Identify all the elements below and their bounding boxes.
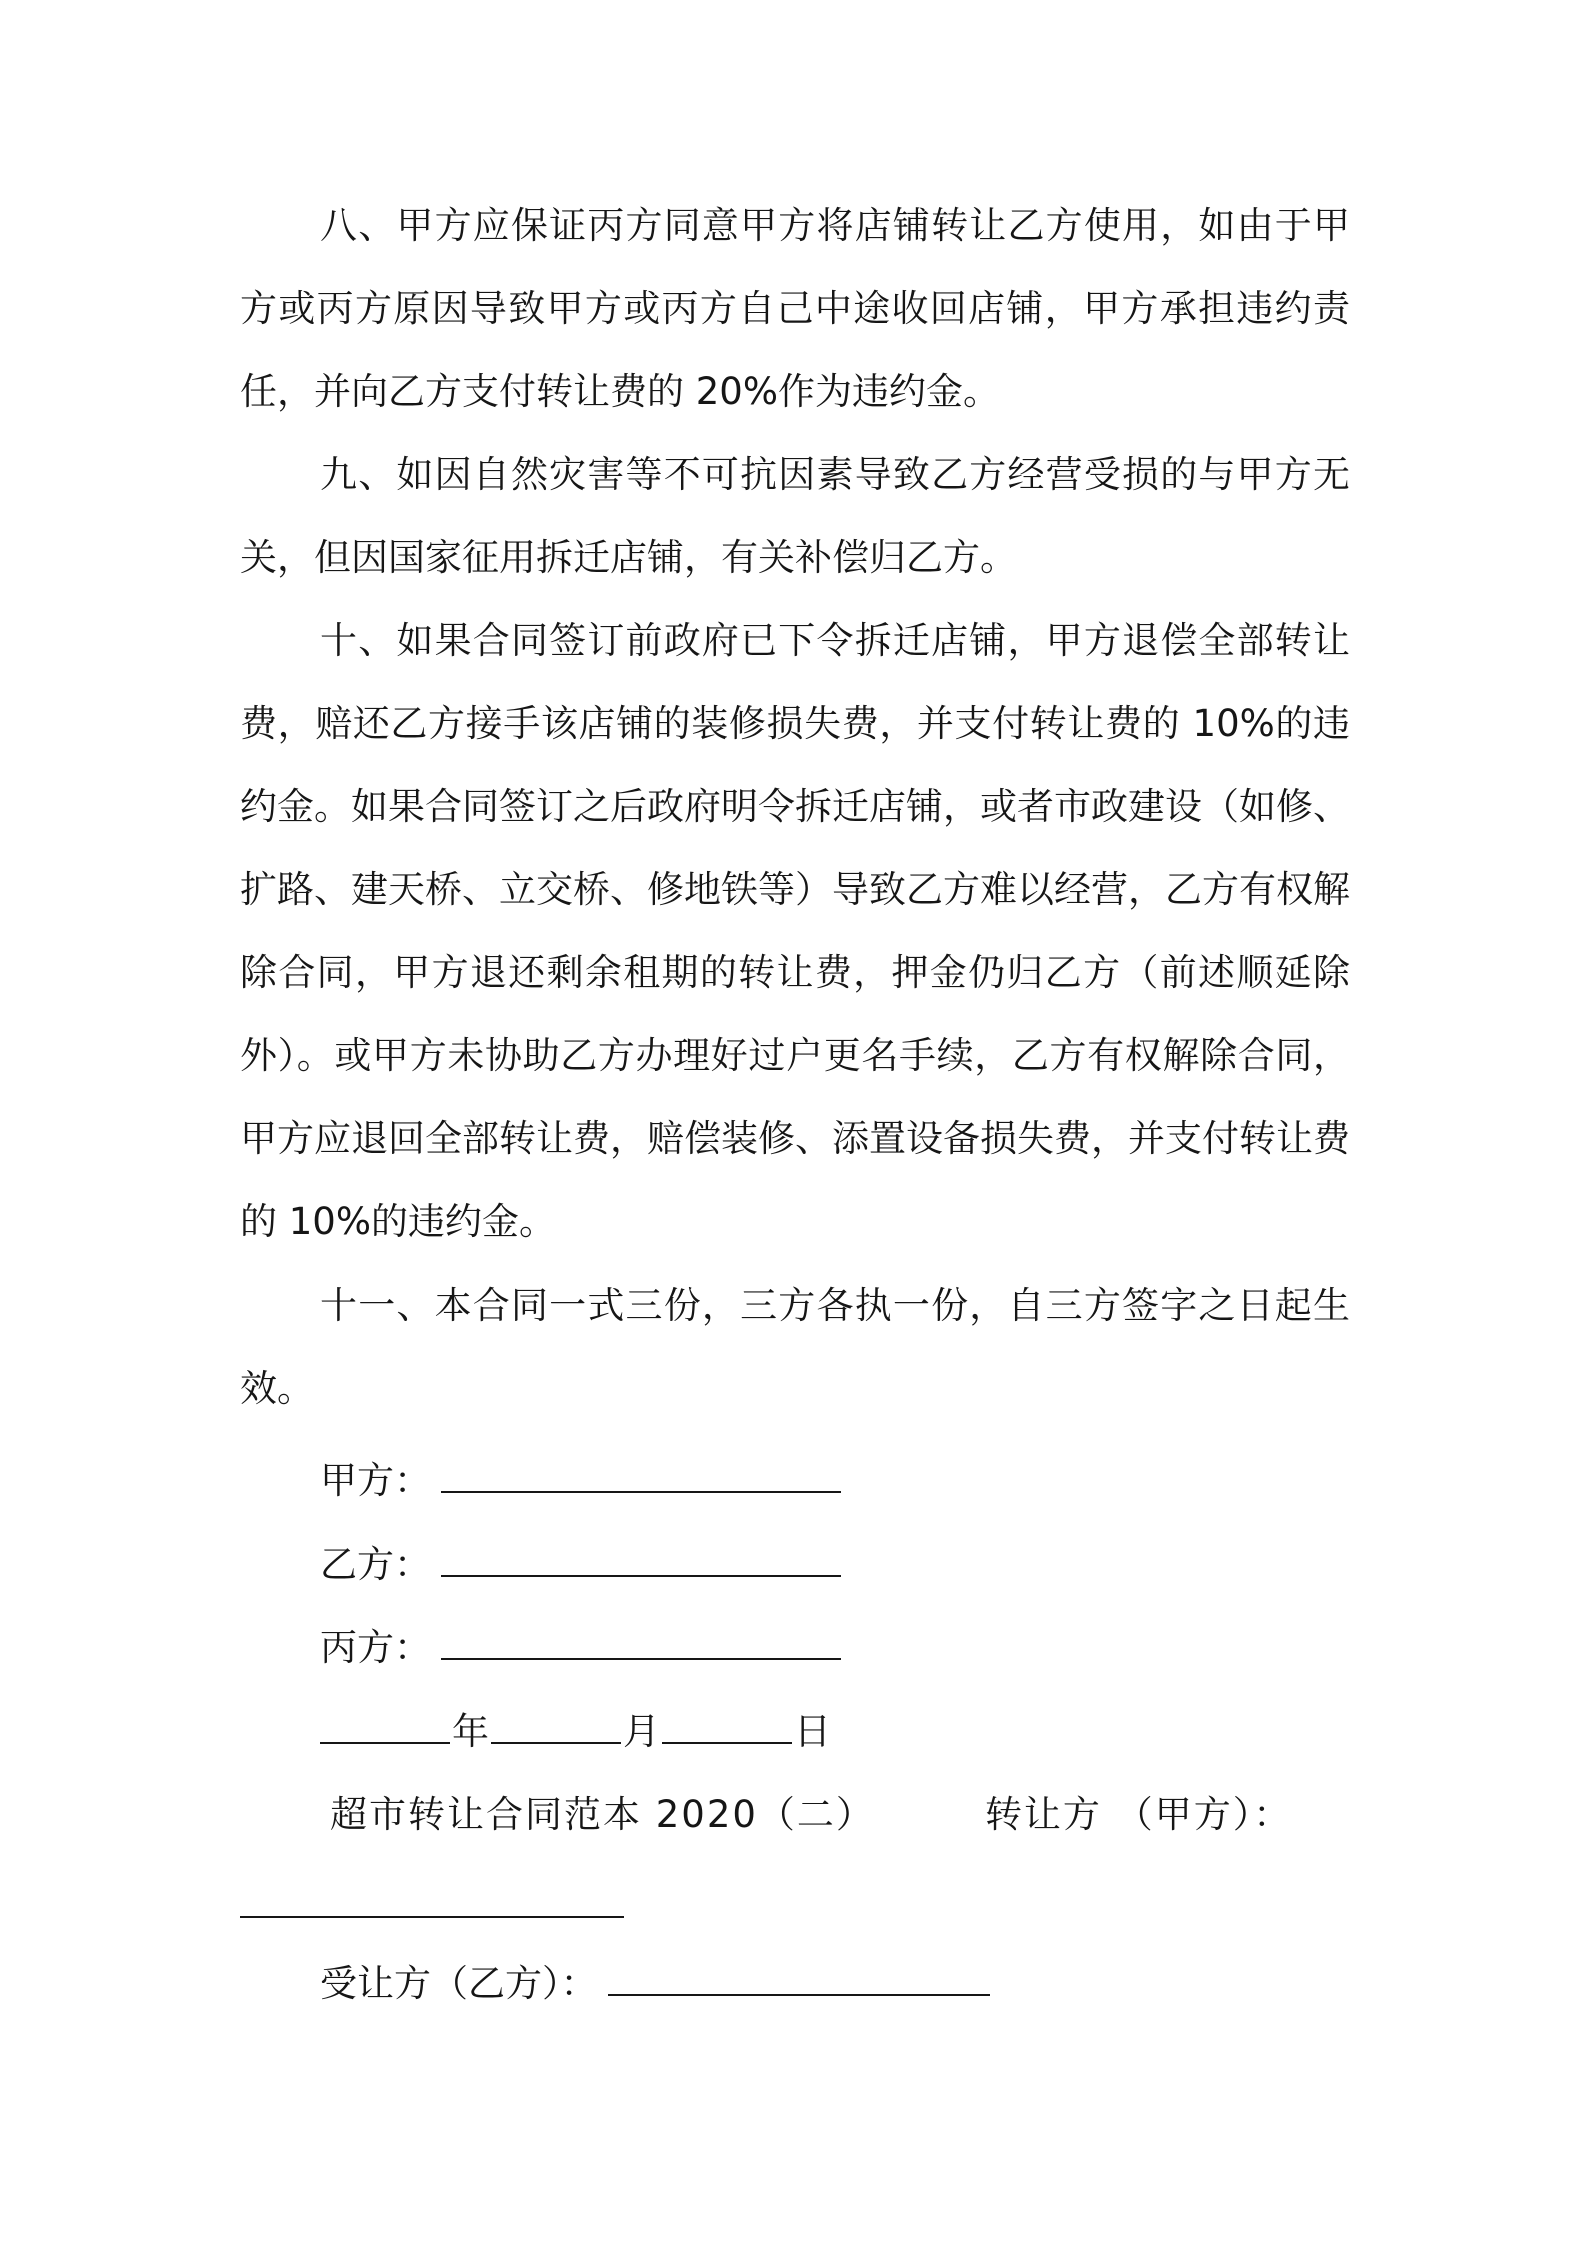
transferee-label: 受让方（乙方）： — [320, 1962, 598, 2005]
next-contract-title: 超市转让合同范本 2020（二） — [330, 1793, 875, 1836]
signature-party-b — [320, 1523, 841, 1606]
clause-8: 八、甲方应保证丙方同意甲方将店铺转让乙方使用，如由于甲方或丙方原因导致甲方或丙方自己中途收回店铺，甲方承担违约责任，并向乙方支付转让费的 20%作为违约金。 — [240, 204, 1350, 413]
date-month-blank[interactable] — [491, 1708, 621, 1744]
date-year-label: 年 — [452, 1710, 489, 1753]
date-line — [320, 1690, 833, 1773]
transferor-blank[interactable] — [240, 1916, 624, 1918]
signature-party-a — [320, 1439, 841, 1522]
clause-9: 九、如因自然灾害等不可抗因素导致乙方经营受损的与甲方无关，但因国家征用拆迁店铺，有关补偿归乙方。 — [240, 453, 1350, 579]
transferee-blank[interactable] — [608, 1960, 990, 1996]
date-year-blank[interactable] — [320, 1708, 450, 1744]
signature-party-a-label: 甲方： — [320, 1459, 431, 1502]
date-month-label: 月 — [623, 1710, 660, 1753]
signature-party-c-label: 丙方： — [320, 1626, 431, 1669]
transferor-label: 转让方 （甲方）： — [984, 1793, 1293, 1836]
date-day-blank[interactable] — [662, 1708, 792, 1744]
next-contract-header — [330, 1773, 1292, 1856]
clause-10: 十、如果合同签订前政府已下令拆迁店铺，甲方退偿全部转让费，赔还乙方接手该店铺的装修损失费，并支付转让费的 10%的违约金。如果合同签订之后政府明令拆迁店铺，或者市政建设（如修、扩路、建天桥、立交桥、修地铁等）导致乙方难以经营，乙方有权解除合同，甲方退还剩余租期的转让费，押金仍归乙方（前述顺延除外）。或甲方未协助乙方办理好过户更名手续，乙方有权解除合同，甲方应退回全部转让费，赔偿装修、添置设备损失费，并支付转让费的 10%的违约金。 — [240, 619, 1350, 1243]
signature-party-c-blank[interactable] — [441, 1624, 841, 1660]
clause-11: 十一、本合同一式三份，三方各执一份，自三方签字之日起生效。 — [240, 1284, 1350, 1410]
signature-party-c — [320, 1606, 841, 1689]
date-day-label: 日 — [794, 1710, 831, 1753]
signature-party-b-label: 乙方： — [320, 1543, 431, 1586]
transferee-line — [320, 1942, 990, 2025]
signature-party-b-blank[interactable] — [441, 1541, 841, 1577]
signature-party-a-blank[interactable] — [441, 1457, 841, 1493]
